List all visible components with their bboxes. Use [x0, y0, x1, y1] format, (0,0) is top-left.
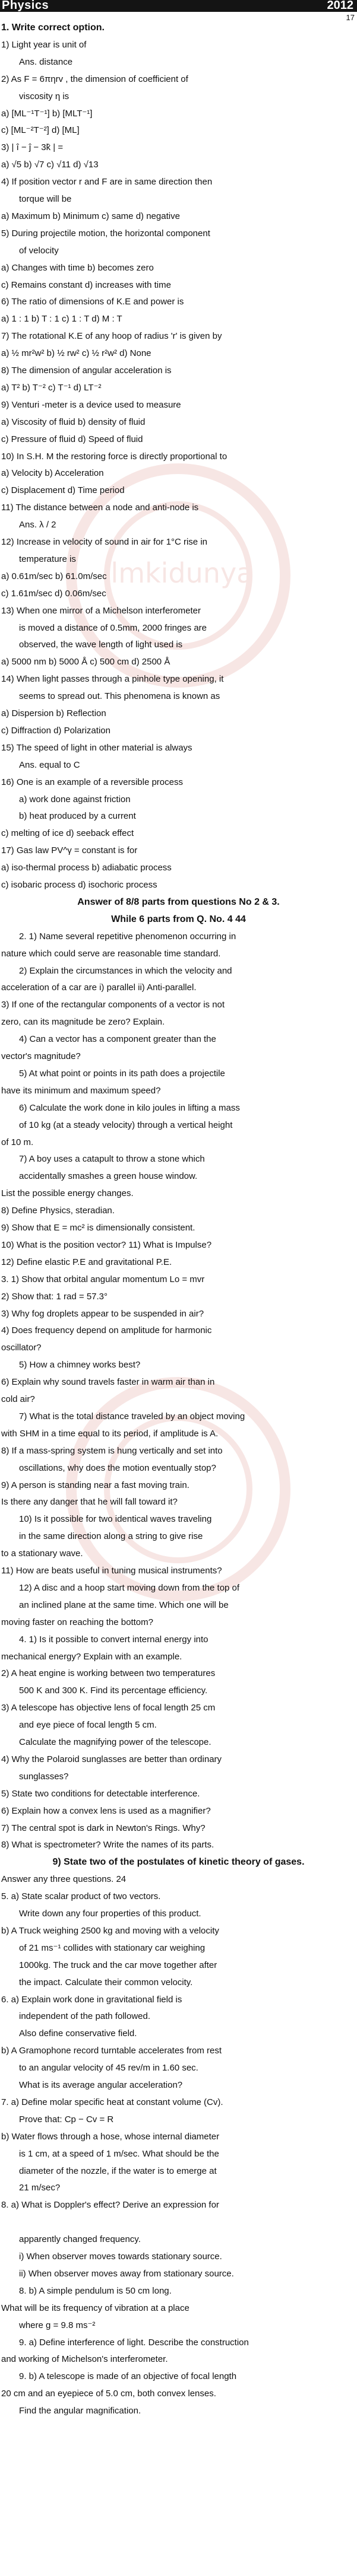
question-line: a) Velocity b) Acceleration: [1, 468, 104, 479]
question-line: 5) How a chimney works best?: [19, 1360, 141, 1370]
question-line: 1000kg. The truck and the car move together after: [19, 1960, 217, 1970]
question-line: torque will be: [19, 194, 72, 204]
question-line: a) iso-thermal process b) adiabatic process: [1, 863, 172, 873]
question-line: have its minimum and maximum speed?: [1, 1085, 161, 1096]
question-line: What will be its frequency of vibration at a place: [1, 2303, 189, 2313]
question-line: to a stationary wave.: [1, 1548, 83, 1559]
question-line: 12) A disc and a hoop start moving down from the top of: [19, 1582, 240, 1593]
question-line: mechanical energy? Explain with an example.: [1, 1651, 182, 1662]
question-line: 11) How are beats useful in tuning musical instruments?: [1, 1566, 222, 1576]
question-line: 5) State two conditions for detectable interference.: [1, 1788, 200, 1799]
question-line: 3. 1) Show that orbital angular momentum Lo = mvr: [1, 1274, 205, 1284]
question-line: to an angular velocity of 45 rev/m in 1.60 sec.: [19, 2063, 198, 2073]
question-line: of velocity: [19, 245, 59, 256]
exam-year: 2012: [327, 0, 353, 12]
question-line: Ans. distance: [19, 56, 73, 67]
question-line: a) Maximum b) Minimum c) same d) negative: [1, 211, 180, 221]
question-line: moving faster on reaching the bottom?: [1, 1617, 153, 1627]
question-line: a) ½ mr²w² b) ½ rw² c) ½ r²w² d) None: [1, 348, 151, 359]
question-line: of 10 m.: [1, 1137, 34, 1147]
header-bar: [0, 0, 357, 12]
question-line: a) 5000 nm b) 5000 Å c) 500 cm d) 2500 Å: [1, 657, 170, 667]
question-line: Ans. equal to C: [19, 759, 80, 770]
question-line: 7) The central spot is dark in Newton's Rings. Why?: [1, 1823, 206, 1833]
question-line: 2) Explain the circumstances in which the velocity and: [19, 965, 232, 976]
question-line: 5) At what point or points in its path does a projectile: [19, 1068, 225, 1079]
question-line: temperature is: [19, 554, 76, 564]
question-line: 8. b) A simple pendulum is 50 cm long.: [19, 2285, 172, 2296]
question-line: 9) State two of the postulates of kinetic theory of gases.: [52, 1857, 305, 1868]
question-line: 9. b) A telescope is made of an objective of focal length: [19, 2371, 237, 2382]
question-line: 3) A telescope has objective lens of focal length 25 cm: [1, 1703, 216, 1713]
question-line: 4) Can a vector has a component greater than the: [19, 1034, 216, 1045]
question-line: Answer any three questions. 24: [1, 1874, 127, 1885]
question-line: b) Water flows through a hose, whose internal diameter: [1, 2131, 220, 2142]
question-line: 8. a) What is Doppler's effect? Derive an expression for: [1, 2200, 219, 2211]
question-line: 12) Define elastic P.E and gravitational P.E.: [1, 1257, 172, 1267]
question-line: Answer of 8/8 parts from questions No 2 & 3.: [77, 896, 280, 907]
question-line: a) √5 b) √7 c) √11 d) √13: [1, 160, 99, 170]
question-line: c) [ML⁻²T⁻²] d) [ML]: [1, 125, 80, 136]
question-line: 9. a) Define interference of light. Describe the construction: [19, 2337, 249, 2348]
question-line: 14) When light passes through a pinhole type opening, it: [1, 674, 224, 685]
question-line: a) Changes with time b) becomes zero: [1, 262, 154, 273]
question-line: 17) Gas law PV^γ = constant is for: [1, 845, 138, 856]
question-line: 15) The speed of light in other material is always: [1, 742, 192, 753]
question-line: b) A Gramophone record turntable accelerates from rest: [1, 2046, 222, 2056]
question-line: 9) Venturi -meter is a device used to measure: [1, 399, 181, 410]
question-line: is 1 cm, at a speed of 1 m/sec. What should be the: [19, 2148, 219, 2159]
question-line: c) melting of ice d) seeback effect: [1, 828, 134, 839]
question-line: b) A Truck weighing 2500 kg and moving with a velocity: [1, 1925, 219, 1936]
question-line: 11) The distance between a node and anti-node is: [1, 503, 199, 513]
question-line: c) isobaric process d) isochoric process: [1, 880, 157, 890]
question-line: Calculate the magnifying power of the telescope.: [19, 1737, 211, 1747]
question-line: 7) A boy uses a catapult to throw a stone which: [19, 1154, 205, 1165]
question-line: 8) If a mass-spring system is hung vertically and set into: [1, 1445, 223, 1456]
question-line: 8) What is spectrometer? Write the names of its parts.: [1, 1840, 214, 1850]
question-line: 1. Write correct option.: [1, 23, 105, 33]
question-line: nature which could serve are reasonable time standard.: [1, 948, 221, 959]
question-line: What is its average angular acceleration?: [19, 2080, 183, 2090]
question-line: and working of Michelson's interferometer.: [1, 2354, 168, 2365]
question-line: ii) When observer moves away from stationary source.: [19, 2268, 234, 2279]
question-line: seems to spread out. This phenomena is known as: [19, 691, 220, 702]
question-line: 7) What is the total distance traveled by an object moving: [19, 1411, 245, 1421]
question-line: Is there any danger that he will fall toward it?: [1, 1497, 178, 1508]
question-line: acceleration of a car are i) parallel ii) Anti-parallel.: [1, 982, 197, 993]
question-line: 9) A person is standing near a fast moving train.: [1, 1480, 189, 1490]
question-line: List the possible energy changes.: [1, 1188, 134, 1199]
question-line: i) When observer moves towards stationary source.: [19, 2251, 222, 2262]
question-line: c) 1.61m/sec d) 0.06m/sec: [1, 588, 106, 599]
question-line: 3) Why fog droplets appear to be suspended in air?: [1, 1308, 204, 1319]
question-line: 500 K and 300 K. Find its percentage efficiency.: [19, 1685, 208, 1696]
question-line: 6) Explain why sound travels faster in warm air than in: [1, 1377, 215, 1388]
question-line: c) Displacement d) Time period: [1, 485, 125, 496]
question-line: 12) Increase in velocity of sound in air for 1°C rise in: [1, 537, 207, 547]
question-line: c) Remains constant d) increases with time: [1, 279, 171, 290]
question-line: is moved a distance of 0.5mm, 2000 fringes are: [19, 622, 207, 633]
question-line: a) work done against friction: [19, 794, 131, 804]
question-line: 10) In S.H. M the restoring force is directly proportional to: [1, 451, 228, 462]
question-line: independent of the path followed.: [19, 2011, 151, 2022]
page-number: 17: [346, 13, 355, 22]
question-line: a) Viscosity of fluid b) density of fluid: [1, 416, 146, 427]
question-line: 2) Show that: 1 rad = 57.3°: [1, 1291, 108, 1302]
question-line: 20 cm and an eyepiece of 5.0 cm, both convex lenses.: [1, 2389, 216, 2399]
question-line: Write down any four properties of this product.: [19, 1909, 201, 1919]
question-line: an inclined plane at the same time. Which one will be: [19, 1599, 229, 1610]
question-line: Also define conservative field.: [19, 2028, 137, 2039]
question-line: 10) Is it possible for two identical waves traveling: [19, 1514, 212, 1525]
question-line: in the same direction along a string to give rise: [19, 1531, 203, 1542]
question-line: c) Pressure of fluid d) Speed of fluid: [1, 434, 143, 444]
question-line: 6) The ratio of dimensions of K.E and power is: [1, 297, 184, 307]
question-line: a) 1 : 1 b) T : 1 c) 1 : T d) M : T: [1, 314, 122, 325]
question-line: a) [ML⁻¹T⁻¹] b) [MLT⁻¹]: [1, 108, 93, 119]
question-line: 4. 1) Is it possible to convert internal energy into: [19, 1634, 208, 1645]
question-line: 4) Why the Polaroid sunglasses are better than ordinary: [1, 1754, 222, 1764]
question-line: of 10 kg (at a steady velocity) through a vertical height: [19, 1120, 233, 1130]
question-line: 5. a) State scalar product of two vectors.: [1, 1891, 161, 1902]
question-line: 5) During projectile motion, the horizontal component: [1, 228, 210, 238]
question-line: 2) As F = 6πηrv , the dimension of coefficient of: [1, 74, 188, 84]
question-line: of 21 ms⁻¹ collides with stationary car weighing: [19, 1942, 206, 1953]
question-line: cold air?: [1, 1394, 35, 1404]
question-line: 6) Explain how a convex lens is used as a magnifier?: [1, 1805, 211, 1816]
question-line: 6. a) Explain work done in gravitational field is: [1, 1994, 182, 2005]
question-line: apparently changed frequency.: [19, 2234, 141, 2245]
question-line: a) Dispersion b) Reflection: [1, 708, 106, 718]
question-line: c) Diffraction d) Polarization: [1, 725, 110, 736]
question-line: zero, can its magnitude be zero? Explain.: [1, 1017, 165, 1028]
question-line: viscosity η is: [19, 91, 69, 101]
question-line: where g = 9.8 ms⁻²: [19, 2320, 96, 2330]
question-line: b) heat produced by a current: [19, 811, 136, 822]
question-line: oscillator?: [1, 1343, 42, 1353]
question-line: 9) Show that E = mc² is dimensionally consistent.: [1, 1223, 195, 1233]
question-line: Find the angular magnification.: [19, 2406, 141, 2416]
question-line: 13) When one mirror of a Michelson interferometer: [1, 605, 201, 616]
question-line: 10) What is the position vector? 11) What is Impulse?: [1, 1239, 212, 1250]
question-line: 21 m/sec?: [19, 2183, 61, 2193]
question-line: a) T² b) T⁻² c) T⁻¹ d) LT⁻²: [1, 382, 102, 393]
question-line: 16) One is an example of a reversible process: [1, 777, 183, 787]
question-line: accidentally smashes a green house window.: [19, 1171, 198, 1182]
question-line: Ans. λ / 2: [19, 520, 56, 530]
question-line: with SHM in a time equal to its period, if amplitude is A.: [1, 1428, 219, 1439]
question-line: 8) Define Physics, steradian.: [1, 1206, 115, 1216]
question-line: 6) Calculate the work done in kilo joules in lifting a mass: [19, 1102, 240, 1113]
question-line: observed, the wave length of light used is: [19, 640, 183, 650]
question-line: and eye piece of focal length 5 cm.: [19, 1720, 157, 1731]
question-line: Prove that: Cp − Cv = R: [19, 2114, 114, 2125]
question-line: the impact. Calculate their common velocity.: [19, 1977, 193, 1987]
question-line: oscillations, why does the motion eventually stop?: [19, 1462, 216, 1473]
subject-title: Physics: [2, 0, 49, 12]
question-line: 1) Light year is unit of: [1, 39, 87, 50]
question-line: 3) If one of the rectangular components of a vector is not: [1, 1000, 225, 1010]
question-line: diameter of the nozzle, if the water is to emerge at: [19, 2165, 217, 2176]
question-line: 3) | î − ĵ − 3k̂ | =: [1, 142, 64, 153]
question-line: While 6 parts from Q. No. 4 44: [111, 914, 246, 924]
question-line: 7. a) Define molar specific heat at constant volume (Cv).: [1, 2097, 223, 2107]
question-line: a) 0.61m/sec b) 61.0m/sec: [1, 571, 107, 581]
question-line: 2. 1) Name several repetitive phenomenon occurring in: [19, 931, 236, 942]
question-line: sunglasses?: [19, 1771, 69, 1782]
question-line: 2) A heat engine is working between two temperatures: [1, 1668, 216, 1679]
question-line: 4) Does frequency depend on amplitude for harmonic: [1, 1325, 212, 1336]
question-line: 4) If position vector r and F are in same direction then: [1, 177, 213, 187]
question-line: 8) The dimension of angular acceleration is: [1, 365, 172, 376]
question-line: 7) The rotational K.E of any hoop of radius 'r' is given by: [1, 331, 222, 342]
question-line: vector's magnitude?: [1, 1051, 81, 1061]
watermark-text: ilmkidunya: [103, 557, 254, 589]
